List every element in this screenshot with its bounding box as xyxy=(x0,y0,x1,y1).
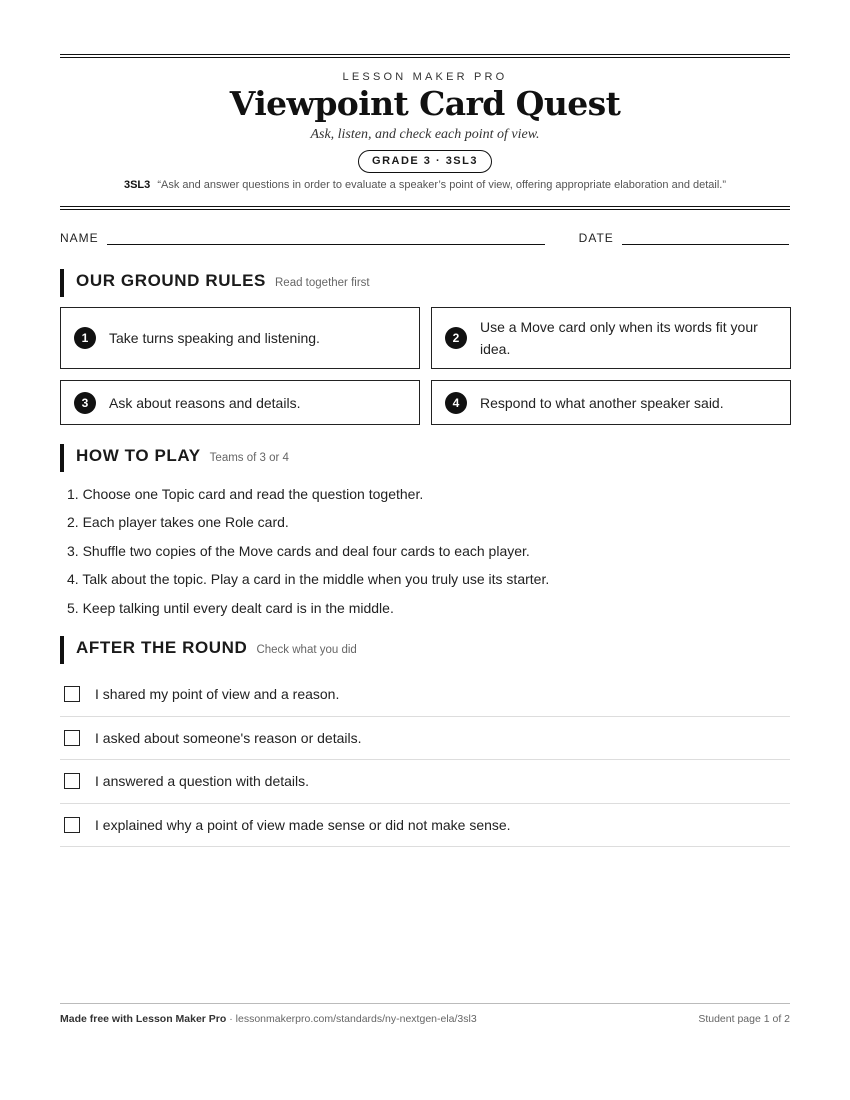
date-field[interactable] xyxy=(622,232,789,245)
rule-number-badge: 3 xyxy=(74,392,96,414)
grade-badge: GRADE 3 · 3SL3 xyxy=(358,150,492,173)
ground-rules-heading: OUR GROUND RULES xyxy=(76,271,266,290)
how-to-play-steps xyxy=(60,480,790,622)
step-item: 3. Shuffle two copies of the Move cards and deal four cards to each player. xyxy=(67,542,530,559)
rule-text: Take turns speaking and listening. xyxy=(109,330,320,346)
self-check-list xyxy=(60,673,790,847)
footer-url[interactable]: · lessonmakerpro.com/standards/ny-nextgen-ela/3sl3 xyxy=(226,1013,477,1025)
after-round-header xyxy=(60,636,790,664)
rule-number-badge: 1 xyxy=(74,327,96,349)
rule-text: Ask about reasons and details. xyxy=(109,394,301,411)
step-item: 5. Keep talking until every dealt card is in the middle. xyxy=(67,599,394,616)
check-row xyxy=(60,804,790,848)
rule-number-badge: 4 xyxy=(445,392,467,414)
ground-rules-grid xyxy=(60,307,790,425)
step-item: 1. Choose one Topic card and read the question together. xyxy=(67,486,424,502)
name-field[interactable] xyxy=(107,232,545,245)
header-bottom-rule xyxy=(60,206,790,210)
page-number: Student page 1 of 2 xyxy=(698,1013,790,1025)
checkbox[interactable] xyxy=(64,773,80,789)
footer-made: Made free with Lesson Maker Pro xyxy=(60,1013,227,1025)
standard-text: “Ask and answer questions in order to evaluate a speaker’s point of view, offering appropriate elaboration and detail.” xyxy=(157,179,727,191)
footer-credit xyxy=(60,1013,477,1025)
check-row xyxy=(60,717,790,761)
after-round-heading: AFTER THE ROUND xyxy=(76,638,248,658)
check-label: I explained why a point of view made sense or did not make sense. xyxy=(95,816,511,833)
top-double-rule xyxy=(60,54,790,58)
rule-card xyxy=(431,307,791,369)
section-bar xyxy=(60,444,64,472)
section-bar xyxy=(60,269,64,297)
step-item: 2. Each player takes one Role card. xyxy=(67,514,289,531)
rule-text: Use a Move card only when its words fit your idea. xyxy=(480,319,758,357)
name-date-row xyxy=(60,227,790,245)
after-round-note: Check what you did xyxy=(256,644,357,657)
ground-rules-header xyxy=(60,269,790,297)
rule-card xyxy=(60,307,420,369)
check-label: I answered a question with details. xyxy=(95,773,310,790)
rule-card xyxy=(60,380,420,425)
check-label: I shared my point of view and a reason. xyxy=(95,686,340,703)
page-footer xyxy=(60,1003,790,1025)
step-item: 4. Talk about the topic. Play a card in the middle when you truly use its starter. xyxy=(67,571,550,588)
ground-rules-note: Read together first xyxy=(275,277,370,289)
rule-number-badge: 2 xyxy=(445,327,467,349)
check-label: I asked about someone's reason or details. xyxy=(95,729,362,746)
how-to-play-heading: HOW TO PLAY xyxy=(76,446,201,465)
name-label: NAME xyxy=(60,231,99,245)
rule-text: Respond to what another speaker said. xyxy=(480,394,724,411)
checkbox[interactable] xyxy=(64,730,80,746)
standard-line xyxy=(60,178,790,192)
rule-card xyxy=(431,380,791,425)
worksheet-page xyxy=(60,54,790,847)
how-to-play-note: Teams of 3 or 4 xyxy=(209,452,289,464)
date-label: DATE xyxy=(578,231,614,245)
check-row xyxy=(60,673,790,717)
page-title: Viewpoint Card Quest xyxy=(229,84,621,123)
section-bar xyxy=(60,636,64,664)
checkbox[interactable] xyxy=(64,686,80,702)
brand-name: LESSON MAKER PRO xyxy=(342,71,508,83)
standard-code: 3SL3 xyxy=(123,179,151,191)
page-subtitle: Ask, listen, and check each point of view. xyxy=(310,127,540,142)
checkbox[interactable] xyxy=(64,817,80,833)
check-row xyxy=(60,760,790,804)
how-to-play-header xyxy=(60,444,790,472)
